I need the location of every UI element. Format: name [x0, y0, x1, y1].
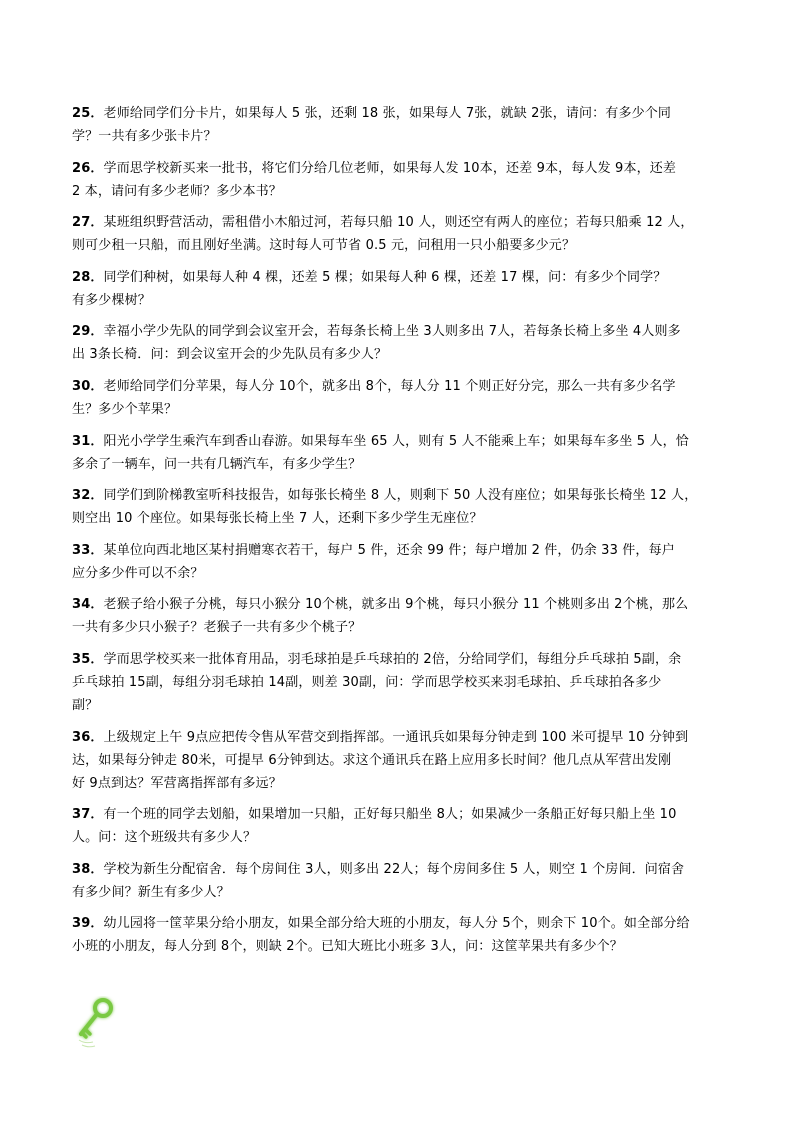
problem-text: 老师给同学们分卡片，如果每人 5 张，还剩 18 张，如果每人 7张，就缺 2张，请问：有多少个同: [103, 106, 672, 121]
problem-number: 27．: [72, 215, 104, 231]
problem-text: 幼儿园将一筐苹果分给小朋友，如果全部分给大班的小朋友，每人分 5个，则余下 10个。如全部分给: [103, 916, 690, 932]
problem-number: 39．: [72, 916, 104, 932]
problem-line: [72, 912, 732, 935]
problem-line: [72, 157, 732, 180]
problem-number: 30．: [72, 378, 104, 394]
problem-text: 则空出 10 个座位。如果每张长椅上坐 7 人，还剩下多少学生无座位？: [72, 511, 483, 527]
problem-item: [72, 211, 732, 257]
problem-item: [72, 266, 732, 312]
problem-line: [72, 858, 732, 881]
problem-line: [72, 102, 732, 125]
problem-number: 34．: [72, 597, 104, 613]
problem-text: 老猴子给小猴子分桃，每只小猴分 10个桃，就多出 9个桃，每只小猴分 11 个桃则多出 2个桃，那么: [103, 597, 689, 613]
problem-item: [72, 648, 732, 717]
problem-text: 同学们种树，如果每人种 4 棵，还差 5 棵；如果每人种 6 棵，还差 17 棵，问：有多少个同学？: [103, 269, 667, 285]
problem-text: 则可少租一只船，而且刚好坐满。这时每人可节省 0.5 元，问租用一只小船要多少元？: [72, 238, 576, 254]
problem-line: [72, 616, 732, 639]
problem-line: [72, 125, 732, 148]
problem-item: [72, 430, 732, 476]
key-icon: [73, 996, 117, 1050]
problem-line: [72, 671, 732, 694]
problem-item: [72, 858, 732, 904]
problem-text: 达，如果每分钟走 80米，可提早 6分钟到达。求这个通讯兵在路上应用多长时间？他几点从军营出发刚: [72, 752, 672, 768]
problem-line: [72, 484, 732, 507]
problem-text: 学而思学校新买来一批书，将它们分给几位老师，如果每人发 10本，还差 9本，每人发 9本，还差: [103, 160, 677, 176]
problem-text: 学校为新生分配宿舍．每个房间住 3人，则多出 22人；每个房间多住 5 人，则空 1 个房间．问宿舍: [103, 861, 685, 877]
problem-text: 有多少棵树？: [72, 292, 151, 308]
problem-line: [72, 266, 732, 289]
problem-item: [72, 320, 732, 366]
problem-line: [72, 826, 732, 849]
problem-line: [72, 726, 732, 749]
problem-text: 上级规定上午 9点应把传令售从军营交到指挥部。一通讯兵如果每分钟走到 100 米可提早 10 分钟到: [103, 729, 689, 745]
problem-line: [72, 343, 732, 366]
problem-item: [72, 912, 732, 958]
problem-line: [72, 320, 732, 343]
problem-text: 一共有多少只小猴子？老猴子一共有多少个桃子？: [72, 620, 362, 636]
problem-line: [72, 289, 732, 312]
problem-number: 25．: [72, 106, 104, 121]
problem-item: [72, 593, 732, 639]
problem-item: [72, 726, 732, 795]
problem-number: 35．: [72, 651, 104, 667]
problem-text: 有一个班的同学去划船，如果增加一只船，正好每只船坐 8人；如果减少一条船正好每只船上坐 10: [103, 807, 677, 823]
problem-item: [72, 157, 732, 203]
problem-text: 学？一共有多少张卡片？: [72, 129, 217, 144]
problem-line: [72, 375, 732, 398]
problem-item: [72, 803, 732, 849]
problem-number: 36．: [72, 729, 104, 745]
problem-text: 2 本，请问有多少老师？多少本书？: [72, 183, 282, 199]
problem-line: [72, 881, 732, 904]
problem-text: 某班组织野营活动，需租借小木船过河，若每只船 10 人，则还空有两人的座位；若每只船乘 12 人，: [103, 215, 694, 231]
problem-item: [72, 539, 732, 585]
problem-list: [72, 102, 732, 967]
problem-text: 小班的小朋友，每人分到 8个，则缺 2个。已知大班比小班多 3人，问：这筐苹果共有多少个？: [72, 939, 623, 955]
problem-line: [72, 562, 732, 585]
problem-line: [72, 803, 732, 826]
problem-text: 好 9点到达？军营离指挥部有多远？: [72, 775, 282, 791]
problem-text: 人。问：这个班级共有多少人？: [72, 830, 257, 846]
problem-line: [72, 935, 732, 958]
problem-text: 副？: [72, 697, 99, 713]
problem-line: [72, 398, 732, 421]
problem-line: [72, 430, 732, 453]
problem-line: [72, 539, 732, 562]
problem-text: 应分多少件可以不余？: [72, 565, 204, 581]
problem-text: 同学们到阶梯教室听科技报告，如每张长椅坐 8 人，则剩下 50 人没有座位；如果每张长椅坐 12 人，: [103, 488, 698, 504]
problem-text: 出 3条长椅．问：到会议室开会的少先队员有多少人？: [72, 347, 388, 363]
problem-text: 阳光小学学生乘汽车到香山春游。如果每车坐 65 人，则有 5 人不能乘上车；如果每车多坐 5 人，恰: [103, 433, 689, 449]
problem-number: 28．: [72, 269, 104, 285]
problem-text: 某单位向西北地区某村捐赠寒衣若干，每户 5 件，还余 99 件；每户增加 2 件，仍余 33 件，每户: [103, 542, 675, 558]
problem-text: 幸福小学少先队的同学到会议室开会，若每条长椅上坐 3人则多出 7人，若每条长椅上多坐 4人则多: [103, 324, 681, 340]
problem-text: 乒乓球拍 15副，每组分羽毛球拍 14副，则差 30副，问：学而思学校买来羽毛球拍、乒乓球拍各多少: [72, 674, 662, 690]
problem-item: [72, 484, 732, 530]
problem-text: 有多少间？新生有多少人？: [72, 884, 230, 900]
problem-text: 学而思学校买来一批体育用品，羽毛球拍是乒乓球拍的 2倍，分给同学们，每组分乒乓球拍 5副，余: [103, 651, 682, 667]
problem-line: [72, 234, 732, 257]
problem-line: [72, 180, 732, 203]
problem-line: [72, 648, 732, 671]
problem-line: [72, 772, 732, 795]
problem-item: [72, 375, 732, 421]
problem-line: [72, 211, 732, 234]
problem-number: 32．: [72, 488, 104, 504]
problem-number: 29．: [72, 324, 104, 340]
problem-number: 31．: [72, 433, 104, 449]
problem-line: [72, 453, 732, 476]
problem-number: 37．: [72, 807, 104, 823]
problem-line: [72, 749, 732, 772]
problem-text: 老师给同学们分苹果，每人分 10个，就多出 8个，每人分 11 个则正好分完，那么一共有多少名学: [103, 378, 676, 394]
problem-line: [72, 593, 732, 616]
problem-number: 38．: [72, 861, 104, 877]
problem-line: [72, 507, 732, 530]
problem-item: [72, 102, 732, 148]
problem-number: 33．: [72, 542, 104, 558]
problem-text: 生？多少个苹果？: [72, 401, 178, 417]
problem-text: 多余了一辆车，问一共有几辆汽车，有多少学生？: [72, 456, 362, 472]
problem-number: 26．: [72, 160, 104, 176]
problem-line: [72, 694, 732, 717]
